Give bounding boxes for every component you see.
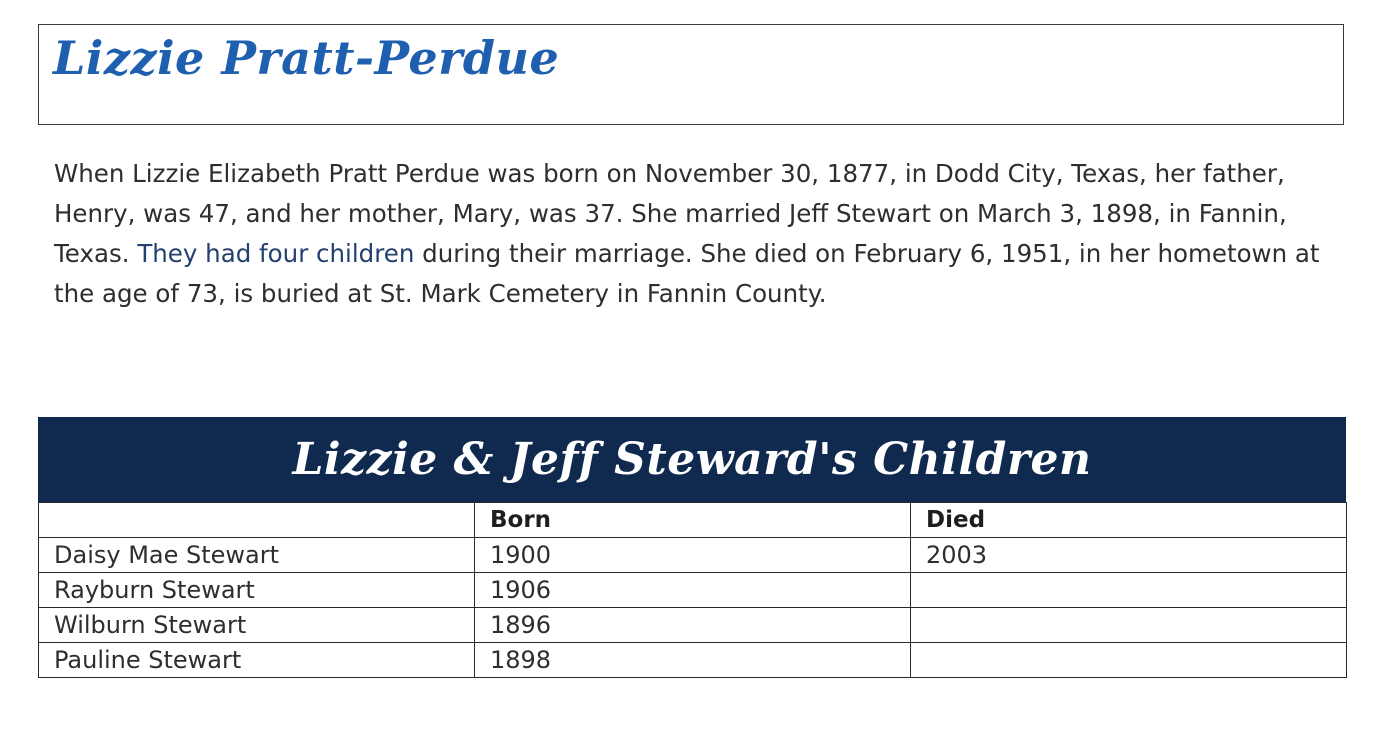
bio-highlight-link[interactable]: They had four children (137, 239, 415, 268)
child-name: Wilburn Stewart (39, 608, 475, 643)
page-title: Lizzie Pratt-Perdue (53, 31, 560, 85)
children-table-title: Lizzie & Jeff Steward's Children (292, 434, 1092, 485)
child-born: 1900 (475, 538, 911, 573)
header-born: Born (475, 503, 911, 538)
header-died: Died (911, 503, 1347, 538)
table-header-row (39, 503, 1347, 538)
children-table (38, 502, 1347, 678)
table-row (39, 643, 1347, 678)
child-born: 1906 (475, 573, 911, 608)
biography-paragraph (54, 154, 1324, 314)
child-died (911, 573, 1347, 608)
children-table-section (38, 417, 1346, 678)
child-born: 1898 (475, 643, 911, 678)
child-died (911, 643, 1347, 678)
table-row (39, 573, 1347, 608)
child-died (911, 608, 1347, 643)
title-box (38, 24, 1344, 125)
child-name: Pauline Stewart (39, 643, 475, 678)
header-name (39, 503, 475, 538)
child-name: Rayburn Stewart (39, 573, 475, 608)
table-row (39, 608, 1347, 643)
child-born: 1896 (475, 608, 911, 643)
bio-text-part2: during their marriage. She died on February 6, 1951, in her hometown at the age of 73, is buried at St. Mark Cemetery in Fannin County. (54, 239, 1320, 308)
child-died: 2003 (911, 538, 1347, 573)
child-name: Daisy Mae Stewart (39, 538, 475, 573)
table-row (39, 538, 1347, 573)
bio-text-part1: When Lizzie Elizabeth Pratt Perdue was born on November 30, 1877, in Dodd City, Texas, her father, Henry, was 47, and her mother, Mary, was 37. She married Jeff Stewart on March 3, 1898, in Fannin, Texas. (54, 159, 1287, 268)
children-table-banner (38, 417, 1346, 502)
